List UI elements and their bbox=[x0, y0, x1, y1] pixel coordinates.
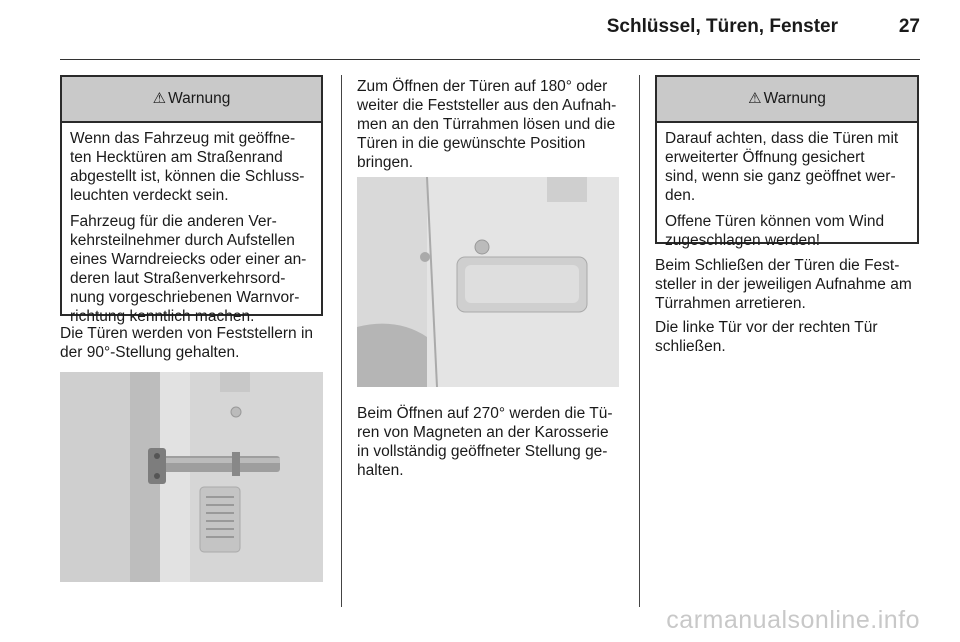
figure-rear-door-handle bbox=[357, 177, 619, 387]
warning-title: Warnung bbox=[168, 90, 231, 107]
warning-header bbox=[657, 77, 917, 123]
body-paragraph: Beim Öffnen auf 270° werden die Tü- ren von Magneten an der Karosserie in vollständig geöffneter Stellung ge- halten. bbox=[357, 405, 613, 479]
body-paragraph: Beim Schließen der Türen die Fest- steller in der jeweiligen Aufnahme am Türrahmen arretieren. bbox=[655, 257, 912, 312]
column-divider-right bbox=[639, 75, 640, 607]
warning-paragraph: Darauf achten, dass die Türen mit erweiterter Öffnung gesichert sind, wenn sie ganz geöffnet wer- den. bbox=[665, 130, 899, 204]
figure-door-strap bbox=[60, 372, 323, 582]
header-divider bbox=[60, 59, 920, 60]
warning-triangle-icon: ⚠ bbox=[748, 90, 762, 107]
warning-body bbox=[657, 123, 917, 250]
door-strap-illustration bbox=[60, 372, 323, 582]
warning-triangle-icon: ⚠ bbox=[152, 90, 167, 107]
body-paragraph: Zum Öffnen der Türen auf 180° oder weiter die Feststeller aus den Aufnah- men an den Türrahmen lösen und die Türen in die gewünschte Position bringen. bbox=[357, 78, 617, 171]
body-paragraph: Die Türen werden von Feststellern in der 90°-Stellung gehalten. bbox=[60, 325, 314, 361]
rear-door-illustration bbox=[357, 177, 619, 387]
warning-paragraph: Fahrzeug für die anderen Ver- kehrsteilnehmer durch Aufstellen eines Warndreiecks oder einer an- deren laut Straßenverkehrsord- nung vorgeschriebenen Warnvor- richtung kenntlich machen. bbox=[70, 213, 307, 325]
warning-paragraph: Wenn das Fahrzeug mit geöffne- ten Hecktüren am Straßenrand abgestellt ist, können die Schluss- leuchten verdeckt sein. bbox=[70, 130, 305, 204]
page-number: 27 bbox=[898, 16, 920, 37]
warning-box-left bbox=[60, 75, 323, 325]
warning-title: Warnung bbox=[763, 90, 826, 107]
page-title: Schlüssel, Türen, Fenster bbox=[606, 16, 838, 37]
warning-box-right bbox=[655, 75, 919, 249]
watermark: carmanualsonline.info bbox=[666, 606, 920, 634]
body-paragraph: Die linke Tür vor der rechten Tür schließen. bbox=[655, 319, 878, 355]
warning-header bbox=[62, 77, 321, 123]
column-divider-left bbox=[341, 75, 342, 607]
warning-paragraph: Offene Türen können vom Wind zugeschlagen werden! bbox=[665, 213, 885, 249]
warning-body bbox=[62, 123, 321, 326]
